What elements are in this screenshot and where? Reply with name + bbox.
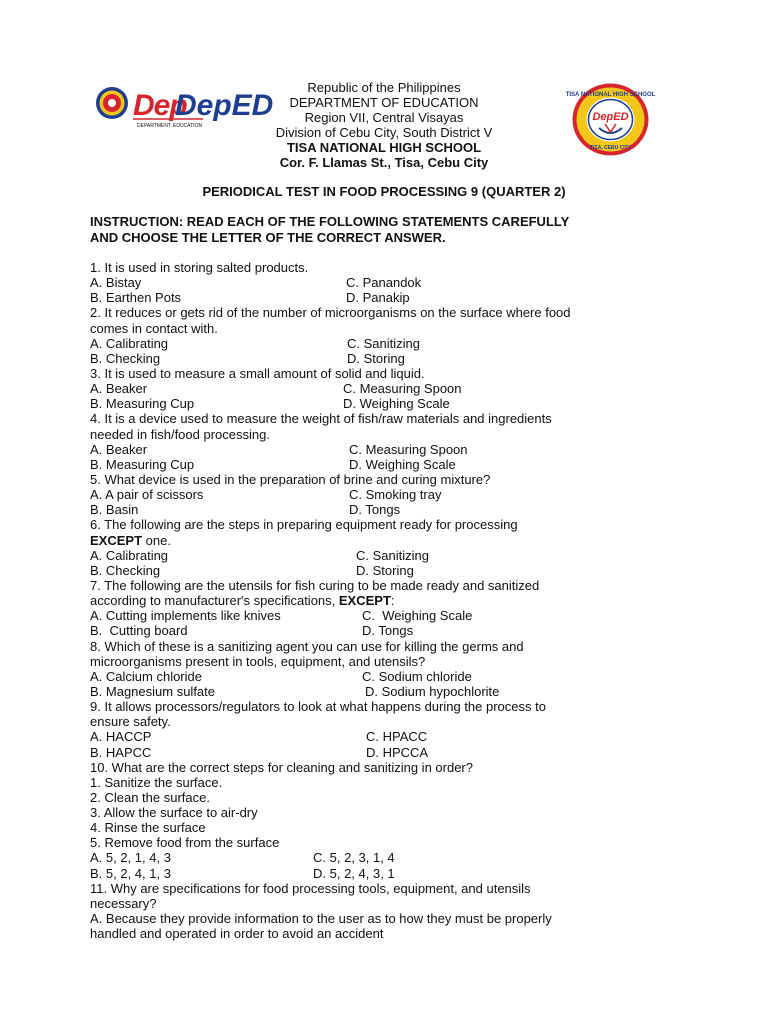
question-8-stem-2: microorganisms present in tools, equipment, and utensils? — [90, 653, 426, 669]
option-b: B. Magnesium sulfate — [90, 683, 216, 699]
question-2-options-bd — [90, 351, 690, 366]
logo-sub-left: DEPARTMENT — [137, 123, 171, 129]
seal-center-text: DepED — [592, 111, 629, 123]
header-division: Division of Cebu City, South District V — [275, 125, 493, 140]
option-b: B. Earthen Pots — [90, 290, 182, 306]
question-5-stem: 5. What device is used in the preparation of brine and curing mixture? — [90, 471, 491, 487]
option-b: B. Basin — [90, 502, 139, 518]
question-8-stem-1: 8. Which of these is a sanitizing agent you can use for killing the germs and — [90, 638, 524, 654]
option-d: D. Tongs — [349, 502, 401, 518]
question-10-step-5: 5. Remove food from the surface — [90, 835, 280, 851]
option-c: C. 5, 2, 3, 1, 4 — [313, 850, 395, 866]
option-b: B. Cutting board — [90, 623, 188, 639]
question-7-stem-2-post: : — [390, 593, 395, 609]
document-header — [0, 80, 768, 170]
question-2-stem-2: comes in contact with. — [90, 320, 218, 336]
option-a: A. Cutting implements like knives — [90, 608, 281, 624]
option-d: D. HPCCA — [366, 744, 429, 760]
option-c: C. Smoking tray — [349, 487, 442, 503]
instruction-line-2: AND CHOOSE THE LETTER OF THE CORRECT ANSWER. — [90, 230, 446, 245]
option-c: C. Measuring Spoon — [343, 381, 462, 397]
questions — [90, 260, 690, 941]
option-a: A. Beaker — [90, 441, 148, 457]
question-6-options-bd — [90, 563, 690, 578]
header-department: DEPARTMENT OF EDUCATION — [289, 95, 479, 110]
question-5-options-bd — [90, 502, 690, 517]
question-7-stem-2 — [90, 593, 690, 608]
option-c: C. Sanitizing — [347, 335, 420, 351]
header-address: Cor. F. Llamas St., Tisa, Cebu City — [279, 155, 489, 170]
question-2-options-ac — [90, 336, 690, 351]
option-c: C. Sodium chloride — [362, 668, 472, 684]
option-b: B. Checking — [90, 562, 161, 578]
option-d: D. Storing — [347, 350, 405, 366]
question-6-stem-2 — [90, 533, 690, 548]
question-6-stem-2-rest: one. — [142, 532, 171, 548]
question-8-options-bd — [90, 684, 690, 699]
question-1-options-ac — [90, 275, 690, 290]
except-keyword: EXCEPT — [90, 532, 143, 548]
option-b: B. HAPCC — [90, 744, 152, 760]
question-7-stem-1: 7. The following are the utensils for fish curing to be made ready and sanitized — [90, 577, 540, 593]
seal-bottom-text: TISA, CEBU CITY — [589, 145, 632, 151]
question-10-options-bd — [90, 866, 690, 881]
option-d: D. Storing — [356, 562, 414, 578]
option-a: A. Beaker — [90, 381, 148, 397]
question-3-options-ac — [90, 381, 690, 396]
question-11-stem-1: 11. Why are specifications for food processing tools, equipment, and utensils — [90, 880, 531, 896]
question-11-option-a-1: A. Because they provide information to the user as to how they must be properly — [90, 911, 552, 927]
option-a: A. A pair of scissors — [90, 487, 204, 503]
question-4-stem-1: 4. It is a device used to measure the weight of fish/raw materials and ingredients — [90, 411, 552, 427]
option-d: D. Weighing Scale — [343, 396, 450, 412]
option-c: C. Panandok — [346, 275, 422, 291]
option-c: C. Measuring Spoon — [349, 441, 468, 457]
question-9-stem-2: ensure safety. — [90, 714, 171, 730]
option-a: A. Calibrating — [90, 547, 169, 563]
question-9-options-bd — [90, 745, 690, 760]
question-3-options-bd — [90, 396, 690, 411]
option-a: A. 5, 2, 1, 4, 3 — [90, 850, 171, 866]
question-4-stem-2: needed in fish/food processing. — [90, 426, 270, 442]
question-10-step-4: 4. Rinse the surface — [90, 820, 206, 836]
option-d: D. Sodium hypochlorite — [365, 683, 500, 699]
question-10-step-1: 1. Sanitize the surface. — [90, 774, 223, 790]
question-11-stem-2: necessary? — [90, 895, 157, 911]
option-b: B. Measuring Cup — [90, 396, 195, 412]
question-11-option-a-2: handled and operated in order to avoid an accident — [90, 926, 384, 942]
question-8-options-ac — [90, 669, 690, 684]
question-1-options-bd — [90, 290, 690, 305]
option-a: A. HACCP — [90, 729, 152, 745]
option-d: D. Weighing Scale — [349, 456, 456, 472]
question-10-step-3: 3. Allow the surface to air-dry — [90, 805, 258, 821]
instruction — [90, 214, 690, 246]
question-7-options-bd — [90, 623, 690, 638]
header-republic: Republic of the Philippines — [307, 80, 461, 95]
question-7-options-ac — [90, 608, 690, 623]
instruction-line-1: INSTRUCTION: READ EACH OF THE FOLLOWING STATEMENTS CAREFULLY — [90, 214, 570, 229]
question-10-stem: 10. What are the correct steps for cleaning and sanitizing in order? — [90, 759, 473, 775]
question-2-stem-1: 2. It reduces or gets rid of the number of microorganisms on the surface where food — [90, 305, 571, 321]
option-b: B. Checking — [90, 350, 161, 366]
question-3-stem: 3. It is used to measure a small amount of solid and liquid. — [90, 365, 425, 381]
question-1-stem: 1. It is used in storing salted products. — [90, 260, 309, 275]
option-a: A. Calibrating — [90, 335, 169, 351]
logo-ed-text: DepED — [175, 89, 274, 122]
option-d: D. Tongs — [362, 623, 414, 639]
question-4-options-ac — [90, 442, 690, 457]
logo-sub-right: EDUCATION — [173, 123, 203, 129]
header-region: Region VII, Central Visayas — [304, 110, 464, 125]
option-b: B. 5, 2, 4, 1, 3 — [90, 865, 171, 881]
option-a: A. Bistay — [90, 275, 142, 291]
question-10-step-2: 2. Clean the surface. — [90, 789, 210, 805]
option-c: C. Sanitizing — [356, 547, 429, 563]
question-4-options-bd — [90, 457, 690, 472]
option-c: C. Weighing Scale — [362, 608, 473, 624]
header-school: TISA NATIONAL HIGH SCHOOL — [286, 140, 482, 155]
option-c: C. HPACC — [366, 729, 428, 745]
option-d: D. Panakip — [346, 290, 410, 306]
question-10-options-ac — [90, 850, 690, 865]
question-5-options-ac — [90, 487, 690, 502]
svg-text:Dep: Dep — [133, 89, 187, 122]
option-d: D. 5, 2, 4, 3, 1 — [313, 865, 395, 881]
option-a: A. Calcium chloride — [90, 668, 202, 684]
question-7-stem-2-pre: according to manufacturer's specifications, — [90, 593, 339, 609]
question-9-stem-1: 9. It allows processors/regulators to look at what happens during the process to — [90, 699, 546, 715]
seal-ring-text: TISA NATIONAL HIGH SCHOOL — [565, 92, 656, 98]
test-title: PERIODICAL TEST IN FOOD PROCESSING 9 (QUARTER 2) — [202, 184, 566, 199]
question-9-options-ac — [90, 729, 690, 744]
question-6-stem-1: 6. The following are the steps in preparing equipment ready for processing — [90, 517, 518, 533]
question-6-options-ac — [90, 548, 690, 563]
option-b: B. Measuring Cup — [90, 456, 195, 472]
except-keyword: EXCEPT — [338, 593, 391, 609]
